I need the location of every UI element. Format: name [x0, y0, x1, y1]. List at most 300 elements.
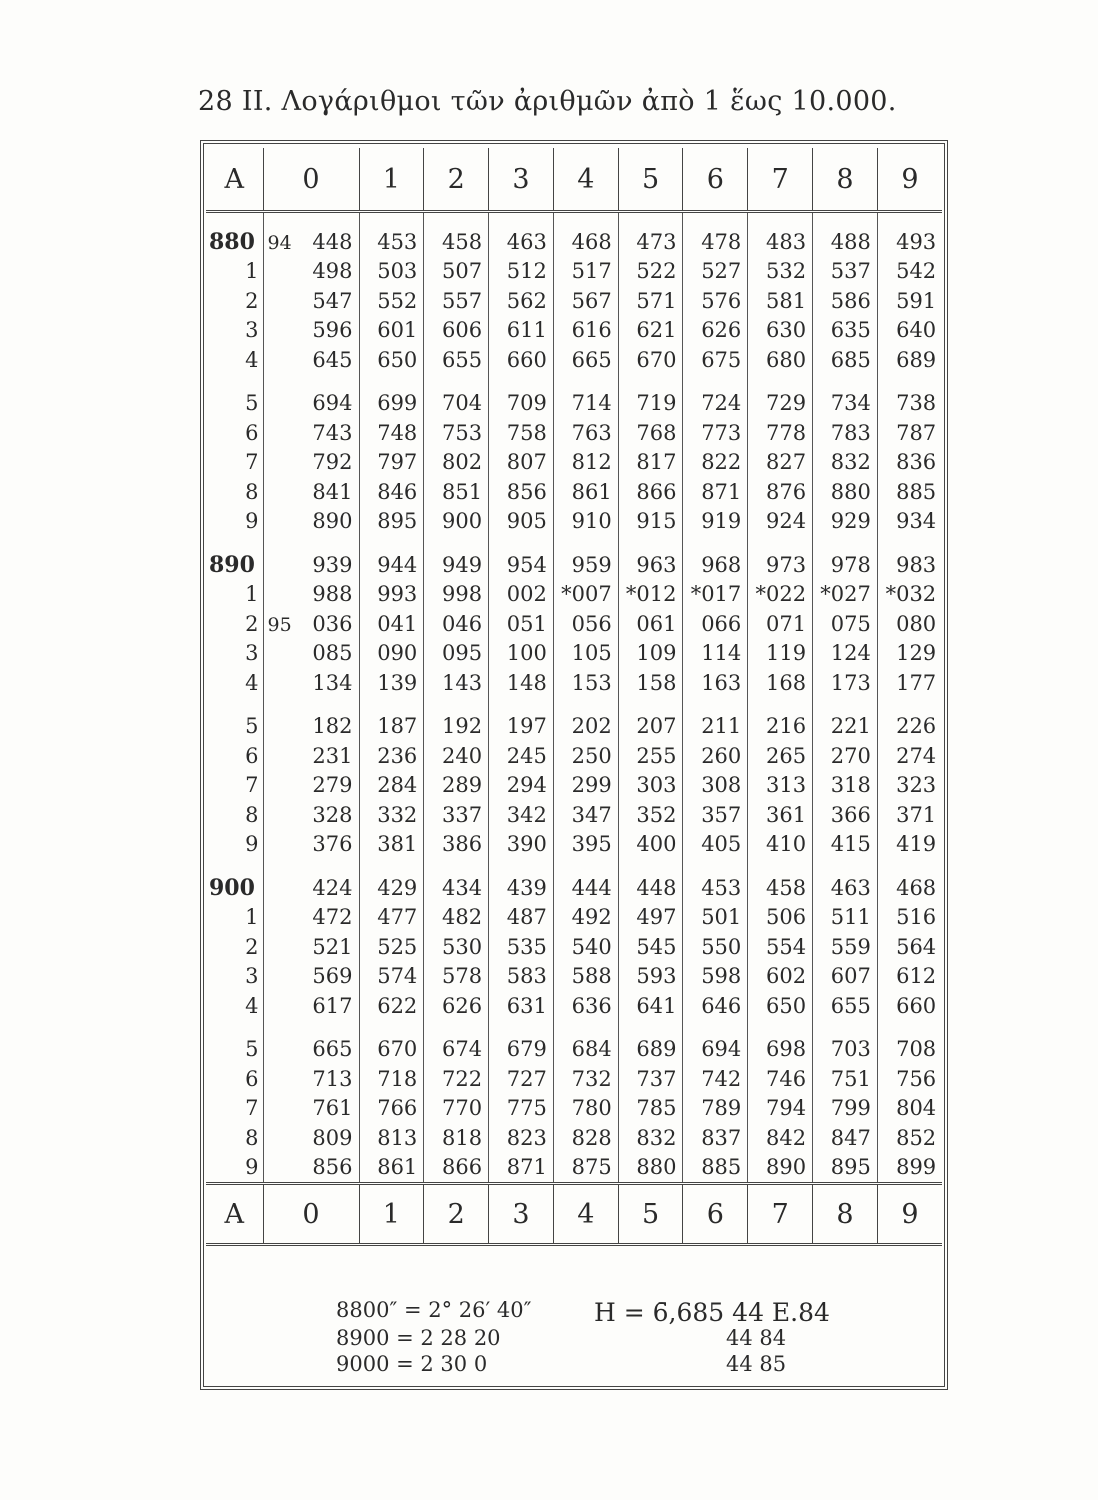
table-row [206, 580, 942, 610]
mantissa-cell: 143 [424, 668, 489, 698]
mantissa-cell: 684 [553, 1021, 618, 1065]
mantissa-cell: 492 [553, 903, 618, 933]
mantissa-cell: 468 [896, 875, 937, 900]
mantissa-cell-0 [263, 580, 359, 610]
note-row-1 [206, 1298, 942, 1327]
column-header-cell: 3 [489, 148, 554, 212]
mantissa-cell: 274 [896, 743, 937, 768]
mantissa-cell: 856 [489, 477, 554, 507]
mantissa-cell: 323 [896, 773, 937, 798]
mantissa-cell: 758 [489, 418, 554, 448]
mantissa-cell: *007 [553, 580, 618, 610]
row-argument: 890 [206, 536, 263, 580]
note-row-2 [206, 1326, 942, 1350]
mantissa-cell: 581 [748, 286, 813, 316]
mantissa-cell: 221 [813, 698, 878, 742]
table-row [206, 962, 942, 992]
mantissa-cell: 880 [813, 477, 878, 507]
page-number: 28 [198, 86, 233, 117]
mantissa-cell-0 [263, 477, 359, 507]
mantissa-cell: 751 [813, 1064, 878, 1094]
mantissa-value: 743 [312, 420, 353, 445]
mantissa-cell: 352 [618, 800, 683, 830]
mantissa-cell: 871 [683, 477, 748, 507]
mantissa-cell: 708 [896, 1037, 937, 1062]
mantissa-value: 809 [312, 1125, 353, 1150]
row-argument: 5 [206, 375, 263, 419]
column-footer-cell: 4 [553, 1184, 618, 1245]
row-argument: 9 [206, 830, 263, 860]
mantissa-cell: 530 [424, 932, 489, 962]
mantissa-cell: 827 [748, 448, 813, 478]
mantissa-cell: 598 [683, 962, 748, 992]
mantissa-cell: 361 [748, 800, 813, 830]
mantissa-cell: 557 [424, 286, 489, 316]
mantissa-cell: 895 [813, 1153, 878, 1184]
mantissa-cell: 770 [424, 1094, 489, 1124]
mantissa-cell: 756 [896, 1066, 937, 1091]
mantissa-cell: 071 [748, 609, 813, 639]
mantissa-cell: 177 [896, 670, 937, 695]
row-argument: 8 [206, 800, 263, 830]
mantissa-cell: 591 [896, 288, 937, 313]
mantissa-value: 792 [312, 450, 353, 475]
mantissa-value: 617 [312, 993, 353, 1018]
mantissa-value: 231 [312, 743, 353, 768]
mantissa-cell: 207 [618, 698, 683, 742]
mantissa-cell: *027 [813, 580, 878, 610]
mantissa-cell: 347 [553, 800, 618, 830]
mantissa-cell: 483 [748, 212, 813, 257]
mantissa-value: 939 [312, 552, 353, 577]
mantissa-cell: 660 [489, 345, 554, 375]
table-row [206, 668, 942, 698]
row-argument: 3 [206, 639, 263, 669]
row-argument: 4 [206, 668, 263, 698]
mantissa-cell: 737 [618, 1064, 683, 1094]
mantissa-cell-0 [263, 903, 359, 933]
mantissa-cell: 357 [683, 800, 748, 830]
mantissa-cell: 226 [896, 714, 937, 739]
column-footer-cell: 1 [359, 1184, 424, 1245]
column-footer-cell: A [206, 1184, 263, 1245]
mantissa-cell-0 [263, 932, 359, 962]
mantissa-cell: 660 [896, 993, 937, 1018]
mantissa-cell: 828 [553, 1123, 618, 1153]
mantissa-cell: 114 [683, 639, 748, 669]
mantissa-value: 085 [312, 641, 353, 666]
mantissa-cell: 895 [359, 507, 424, 537]
mantissa-value: 498 [312, 259, 353, 284]
mantissa-cell: 522 [618, 257, 683, 287]
table-body [206, 212, 942, 1184]
mantissa-cell-0 [263, 771, 359, 801]
mantissa-value: 988 [312, 582, 353, 607]
mantissa-cell: 837 [683, 1123, 748, 1153]
column-footer-cell: 3 [489, 1184, 554, 1245]
mantissa-cell: 689 [896, 347, 937, 372]
table-row [206, 1123, 942, 1153]
mantissa-cell: 211 [683, 698, 748, 742]
characteristic-prefix: 95 [267, 613, 292, 636]
row-argument: 2 [206, 932, 263, 962]
mantissa-cell: 429 [359, 859, 424, 903]
mantissa-cell: 289 [424, 771, 489, 801]
mantissa-cell: 978 [813, 536, 878, 580]
mantissa-cell: 525 [359, 932, 424, 962]
mantissa-cell: 567 [553, 286, 618, 316]
mantissa-cell: 405 [683, 830, 748, 860]
mantissa-cell: 487 [489, 903, 554, 933]
mantissa-cell: 602 [748, 962, 813, 992]
mantissa-cell: 448 [618, 859, 683, 903]
mantissa-cell: 851 [424, 477, 489, 507]
mantissa-cell: 139 [359, 668, 424, 698]
note-left-1: 8800″ = 2° 26′ 40″ [336, 1298, 532, 1322]
mantissa-cell: 051 [489, 609, 554, 639]
mantissa-cell: 780 [553, 1094, 618, 1124]
mantissa-cell: 812 [553, 448, 618, 478]
mantissa-cell: 478 [683, 212, 748, 257]
mantissa-value: 645 [312, 347, 353, 372]
mantissa-cell-0 [263, 962, 359, 992]
column-footer-cell: 9 [877, 1184, 942, 1245]
mantissa-cell: 973 [748, 536, 813, 580]
row-argument: 5 [206, 1021, 263, 1065]
mantissa-cell-0 [263, 257, 359, 287]
row-argument: 2 [206, 609, 263, 639]
mantissa-cell: 100 [489, 639, 554, 669]
mantissa-cell: 419 [896, 832, 937, 857]
row-argument: 8 [206, 477, 263, 507]
mantissa-cell: 517 [553, 257, 618, 287]
mantissa-cell: 564 [896, 934, 937, 959]
mantissa-cell: 468 [553, 212, 618, 257]
mantissa-cell: 173 [813, 668, 878, 698]
mantissa-value: 424 [312, 875, 353, 900]
mantissa-cell: 631 [489, 991, 554, 1021]
mantissa-cell: 963 [618, 536, 683, 580]
row-argument: 7 [206, 771, 263, 801]
mantissa-cell: 616 [553, 316, 618, 346]
mantissa-value: 761 [312, 1096, 353, 1121]
mantissa-cell: 607 [813, 962, 878, 992]
row-argument: 4 [206, 991, 263, 1021]
mantissa-cell-0 [263, 536, 359, 580]
note-right-3: 44 85 [726, 1352, 787, 1376]
table-row [206, 1064, 942, 1094]
mantissa-cell: 832 [813, 448, 878, 478]
mantissa-cell-0 [263, 345, 359, 375]
mantissa-cell: 260 [683, 741, 748, 771]
mantissa-cell: 685 [813, 345, 878, 375]
mantissa-cell: 626 [424, 991, 489, 1021]
row-argument: 7 [206, 1094, 263, 1124]
mantissa-cell: 308 [683, 771, 748, 801]
mantissa-value: 596 [312, 318, 353, 343]
mantissa-cell: 775 [489, 1094, 554, 1124]
mantissa-value: 448 [312, 229, 353, 254]
mantissa-value: 376 [312, 832, 353, 857]
mantissa-cell: 650 [748, 991, 813, 1021]
mantissa-cell: 163 [683, 668, 748, 698]
mantissa-cell: 410 [748, 830, 813, 860]
mantissa-cell: 968 [683, 536, 748, 580]
mantissa-cell: 148 [489, 668, 554, 698]
mantissa-value: 134 [312, 670, 353, 695]
mantissa-cell: 704 [424, 375, 489, 419]
column-footer-cell: 8 [813, 1184, 878, 1245]
mantissa-value: 279 [312, 773, 353, 798]
mantissa-cell: 537 [813, 257, 878, 287]
mantissa-cell: 670 [618, 345, 683, 375]
table-row [206, 800, 942, 830]
mantissa-cell: 635 [813, 316, 878, 346]
mantissa-cell: 601 [359, 316, 424, 346]
table-row [206, 639, 942, 669]
table-row [206, 1094, 942, 1124]
mantissa-value: 036 [312, 611, 353, 636]
mantissa-value: 521 [312, 934, 353, 959]
mantissa-cell: 550 [683, 932, 748, 962]
mantissa-cell: 852 [896, 1125, 937, 1150]
table-row [206, 507, 942, 537]
mantissa-cell: 876 [748, 477, 813, 507]
mantissa-cell: 670 [359, 1021, 424, 1065]
row-argument: 9 [206, 507, 263, 537]
mantissa-cell: 924 [748, 507, 813, 537]
mantissa-cell: 542 [896, 259, 937, 284]
mantissa-cell: 734 [813, 375, 878, 419]
mantissa-cell: 240 [424, 741, 489, 771]
mantissa-cell: 434 [424, 859, 489, 903]
mantissa-value: 182 [312, 714, 353, 739]
table-row [206, 609, 942, 639]
mantissa-cell: 789 [683, 1094, 748, 1124]
column-header-cell: A [206, 148, 263, 212]
mantissa-cell: 527 [683, 257, 748, 287]
column-header-cell: 1 [359, 148, 424, 212]
mantissa-cell-0 [263, 830, 359, 860]
mantissa-cell: 453 [683, 859, 748, 903]
mantissa-cell: 168 [748, 668, 813, 698]
mantissa-cell-0 [263, 668, 359, 698]
column-footer-cell: 2 [424, 1184, 489, 1245]
mantissa-cell: 818 [424, 1123, 489, 1153]
table-row [206, 375, 942, 419]
mantissa-cell: 041 [359, 609, 424, 639]
mantissa-cell: 299 [553, 771, 618, 801]
mantissa-cell: 680 [748, 345, 813, 375]
mantissa-cell: 665 [553, 345, 618, 375]
mantissa-cell: 641 [618, 991, 683, 1021]
mantissa-value: 665 [312, 1037, 353, 1062]
mantissa-cell: 552 [359, 286, 424, 316]
mantissa-value: 856 [312, 1155, 353, 1180]
table-row [206, 991, 942, 1021]
mantissa-cell: 822 [683, 448, 748, 478]
mantissa-cell: 337 [424, 800, 489, 830]
mantissa-cell: 061 [618, 609, 683, 639]
mantissa-cell: 153 [553, 668, 618, 698]
mantissa-cell: 593 [618, 962, 683, 992]
mantissa-cell: 516 [896, 905, 937, 930]
mantissa-cell: 493 [896, 229, 937, 254]
mantissa-cell: 742 [683, 1064, 748, 1094]
table-row [206, 477, 942, 507]
mantissa-cell: 959 [553, 536, 618, 580]
mantissa-cell: 488 [813, 212, 878, 257]
mantissa-cell-0 [263, 639, 359, 669]
mantissa-cell: 390 [489, 830, 554, 860]
mantissa-cell: 900 [424, 507, 489, 537]
mantissa-cell: 885 [683, 1153, 748, 1184]
row-argument: 6 [206, 1064, 263, 1094]
mantissa-cell: 270 [813, 741, 878, 771]
mantissa-cell: 313 [748, 771, 813, 801]
mantissa-cell: 915 [618, 507, 683, 537]
mantissa-cell: 294 [489, 771, 554, 801]
mantissa-cell: 612 [896, 964, 937, 989]
mantissa-value: 328 [312, 802, 353, 827]
table-row [206, 536, 942, 580]
mantissa-cell: 606 [424, 316, 489, 346]
mantissa-cell: 832 [618, 1123, 683, 1153]
mantissa-cell: 216 [748, 698, 813, 742]
row-argument: 6 [206, 741, 263, 771]
mantissa-cell: 506 [748, 903, 813, 933]
row-argument: 4 [206, 345, 263, 375]
mantissa-cell: 797 [359, 448, 424, 478]
mantissa-cell-0 [263, 1153, 359, 1184]
mantissa-cell: 778 [748, 418, 813, 448]
mantissa-value: 890 [312, 509, 353, 534]
mantissa-cell: 056 [553, 609, 618, 639]
mantissa-cell: 846 [359, 477, 424, 507]
column-header-cell: 4 [553, 148, 618, 212]
table-row [206, 1021, 942, 1065]
column-footer-cell: 0 [263, 1184, 359, 1245]
row-argument: 3 [206, 962, 263, 992]
mantissa-cell: 746 [748, 1064, 813, 1094]
mantissa-cell: 535 [489, 932, 554, 962]
mantissa-cell: 807 [489, 448, 554, 478]
table-row [206, 257, 942, 287]
mantissa-cell: 983 [896, 552, 937, 577]
table-row [206, 286, 942, 316]
mantissa-cell: 799 [813, 1094, 878, 1124]
mantissa-cell: 910 [553, 507, 618, 537]
table-row [206, 932, 942, 962]
mantissa-cell: 187 [359, 698, 424, 742]
mantissa-cell: 699 [359, 375, 424, 419]
mantissa-cell: 415 [813, 830, 878, 860]
row-argument: 3 [206, 316, 263, 346]
mantissa-cell: 724 [683, 375, 748, 419]
mantissa-cell: 588 [553, 962, 618, 992]
mantissa-cell: 284 [359, 771, 424, 801]
mantissa-cell: 458 [424, 212, 489, 257]
mantissa-cell: 636 [553, 991, 618, 1021]
row-argument: 900 [206, 859, 263, 903]
mantissa-value: 547 [312, 288, 353, 313]
mantissa-cell: 785 [618, 1094, 683, 1124]
mantissa-cell: 813 [359, 1123, 424, 1153]
column-footer-cell: 5 [618, 1184, 683, 1245]
mantissa-cell: 899 [896, 1155, 937, 1180]
table-row [206, 212, 942, 257]
mantissa-cell: 655 [813, 991, 878, 1021]
mantissa-cell-0 [263, 1123, 359, 1153]
mantissa-cell: 507 [424, 257, 489, 287]
mantissa-cell: 090 [359, 639, 424, 669]
mantissa-cell: 109 [618, 639, 683, 669]
row-argument: 9 [206, 1153, 263, 1184]
mantissa-cell-0 [263, 375, 359, 419]
mantissa-cell: 066 [683, 609, 748, 639]
mantissa-cell: 714 [553, 375, 618, 419]
mantissa-cell: 626 [683, 316, 748, 346]
mantissa-cell: 202 [553, 698, 618, 742]
mantissa-cell: 463 [813, 859, 878, 903]
note-right-label: H = 6̄,685 44 E.84 [594, 1298, 830, 1327]
mantissa-cell: 532 [748, 257, 813, 287]
mantissa-cell-0 [263, 859, 359, 903]
mantissa-cell: 773 [683, 418, 748, 448]
mantissa-cell: 729 [748, 375, 813, 419]
mantissa-cell: 794 [748, 1094, 813, 1124]
mantissa-cell: 866 [618, 477, 683, 507]
mantissa-cell-0 [263, 418, 359, 448]
mantissa-cell: 783 [813, 418, 878, 448]
note-right-2: 44 84 [726, 1326, 787, 1350]
mantissa-cell: 630 [748, 316, 813, 346]
mantissa-cell: 871 [489, 1153, 554, 1184]
table-row [206, 345, 942, 375]
mantissa-cell: 650 [359, 345, 424, 375]
mantissa-cell: 095 [424, 639, 489, 669]
mantissa-cell: 804 [896, 1096, 937, 1121]
mantissa-cell-0 [263, 698, 359, 742]
mantissa-cell: 473 [618, 212, 683, 257]
mantissa-cell: 124 [813, 639, 878, 669]
mantissa-cell: 766 [359, 1094, 424, 1124]
characteristic-prefix: 94 [267, 231, 292, 254]
mantissa-cell: 802 [424, 448, 489, 478]
mantissa-cell: 303 [618, 771, 683, 801]
mantissa-cell: 885 [896, 479, 937, 504]
page-title: II. Λογάριθμοι τῶν ἀριθμῶν ἀπὸ 1 ἕως 10.000. [241, 86, 897, 117]
mantissa-cell: 787 [896, 420, 937, 445]
mantissa-cell: 875 [553, 1153, 618, 1184]
mantissa-cell-0 [263, 316, 359, 346]
mantissa-cell: 622 [359, 991, 424, 1021]
mantissa-cell: 718 [359, 1064, 424, 1094]
mantissa-cell-0 [263, 800, 359, 830]
mantissa-cell: 842 [748, 1123, 813, 1153]
row-argument: 6 [206, 418, 263, 448]
mantissa-value: 694 [312, 391, 353, 416]
logarithm-table [206, 148, 942, 1246]
mantissa-cell: 679 [489, 1021, 554, 1065]
mantissa-cell: 453 [359, 212, 424, 257]
mantissa-cell: 458 [748, 859, 813, 903]
mantissa-cell: 002 [489, 580, 554, 610]
mantissa-cell: 621 [618, 316, 683, 346]
mantissa-cell: 540 [553, 932, 618, 962]
mantissa-cell: 836 [896, 450, 937, 475]
row-argument: 7 [206, 448, 263, 478]
